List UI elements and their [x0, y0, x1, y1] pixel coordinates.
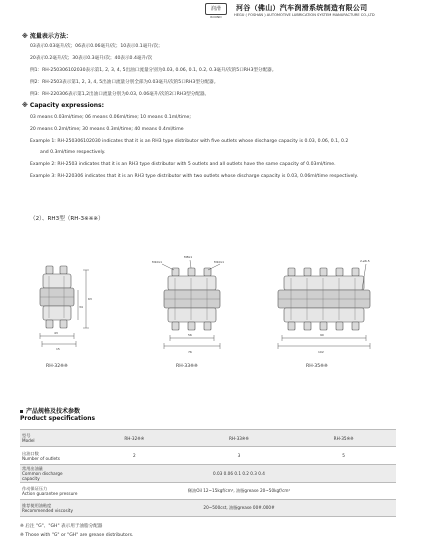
- spec-table: [20, 429, 396, 517]
- capacity-title-cn: ※ 流量表示方法：: [22, 33, 72, 40]
- specs-title-cn-text: 产品规格及技术参数: [26, 408, 81, 415]
- rh32-dim-height: 63: [88, 297, 92, 301]
- rh32-dim-width-top: 43: [54, 331, 58, 335]
- capacity-cn-line-3: 例1：RH-25030610203​0表示第1, 2, 3, 4, 5出油口流量分别为0.03, 0.06, 0.1, 0.2, 0.3毫升/次的5口RH3型分配器。: [30, 68, 277, 73]
- capacity-cn-line-5: 例3：RH-220306表示第1,2出油口流量分别为0.03, 0.06毫升/次的2口RH3型分配器。: [30, 92, 210, 97]
- spec-outlets-rh35: 5: [291, 447, 396, 465]
- company-name-en: HEGU ( FOSHAN ) AUTOMOTIVE LUBRICATION SYSTEM MANUFACTURE CO.,LTD: [234, 13, 375, 17]
- specs-title-en: Product specifications: [20, 415, 96, 422]
- spec-model-rh35: RH-35※※: [291, 430, 396, 447]
- figure-label-rh33: RH-33※※: [176, 364, 198, 369]
- rh35-dim-inner: 90: [320, 333, 324, 337]
- rh32-dim-inner: 34: [79, 305, 83, 309]
- section2-title: （2）、RH3型（RH-3※※※）: [30, 216, 104, 222]
- spec-label-pressure: 作动保证压力 Action guarantee pressure: [20, 483, 82, 500]
- company-name-cn: 河谷（佛山）汽车润滑系统制造有限公司: [236, 4, 368, 12]
- spec-outlets-rh32: 2: [82, 447, 187, 465]
- capacity-cn-line-4: 例2：RH-2503表示第1, 2, 3, 4, 5出油口流量分别全部为0.03毫升/次的5口RH3型分配器。: [30, 80, 219, 85]
- rh32-dim-bottom: 15: [56, 347, 60, 351]
- figure-rh33: [150, 250, 240, 360]
- rh35-drawing: [266, 252, 386, 360]
- spec-model-rh32: RH-32※※: [82, 430, 187, 447]
- rh33-dim-inner: 56: [188, 333, 192, 337]
- square-bullet-icon: [20, 410, 23, 413]
- capacity-en-line-2: 20 means 0.2ml/time; 30 means 0.3ml/time; 40 means 0.4ml/time: [30, 127, 184, 132]
- spec-outlets-rh33: 3: [187, 447, 292, 465]
- spec-label-outlets: 出油口数 Number of outlets: [20, 447, 82, 465]
- figure-label-rh32: RH-32※※: [46, 364, 68, 369]
- capacity-cn-line-1: 03表示0.03毫升/次；06表示0.06毫升/次；10表示0.1毫升/次；: [30, 44, 163, 49]
- company-logo-subtext: ROUND: [210, 15, 222, 19]
- rh35-dim-width: 102: [318, 350, 324, 354]
- footnote-cn: ※ 后注 "G"、"GH" 表示用于油脂分配器: [20, 524, 103, 529]
- page-header: [0, 0, 421, 22]
- capacity-en-line-5: Example 2: RH-2503 indicates that it is an RH3 type distributor with 5 outlets and all outlets have the same capacity of 0.03ml/time.: [30, 162, 336, 167]
- capacity-en-line-6: Example 3: RH-220306 indicates that it is an RH3 type distributor with two outlets whose discharge capacity is 0.03, 0.06ml/time respectively.: [30, 174, 359, 179]
- capacity-cn-line-2: 20表示0.2毫升/次；30表示0.3毫升/次；40表示0.4毫升/次: [30, 56, 153, 61]
- spec-model-rh33: RH-33※※: [187, 430, 292, 447]
- rh33-dim-thread-left: M10x1: [152, 260, 163, 264]
- spec-label-capacity: 常用出油量 Common discharge capacity: [20, 465, 82, 483]
- rh33-dim-thread-right: M10x1: [214, 260, 225, 264]
- figure-rh32: [26, 262, 106, 362]
- spec-label-model: 型号 Model: [20, 430, 82, 447]
- figure-label-rh35: RH-35※※: [306, 364, 328, 369]
- capacity-en-line-4: and 0.3ml/time respectively.: [40, 150, 106, 155]
- spec-row-outlets: [20, 447, 396, 465]
- spec-row-pressure: [20, 483, 396, 500]
- spec-row-model: [20, 430, 396, 447]
- capacity-title-en: ※ Capacity expressions:: [22, 102, 105, 109]
- spec-label-viscosity: 推荐使用油粘度 Recommended viscosity: [20, 500, 82, 517]
- company-logo: 润滑: [205, 3, 227, 15]
- specs-title-cn: [20, 406, 80, 415]
- spec-pressure-value: 稀油Oil 12~15kgf/cm², 油脂grease 20~50kgf/cm²: [82, 483, 396, 500]
- rh33-drawing: [150, 250, 240, 360]
- spec-row-capacity: [20, 465, 396, 483]
- footnote-en: ※ Those with "G" or "GH" are grease distributors.: [20, 533, 134, 538]
- rh35-dim-holes: 2-ø6.5: [360, 259, 370, 263]
- rh33-dim-thread-mid: M8x1: [184, 255, 193, 259]
- rh32-drawing: [26, 262, 106, 362]
- spec-row-viscosity: [20, 500, 396, 517]
- rh33-dim-width: 76: [188, 350, 192, 354]
- capacity-en-line-3: Example 1: RH-250306102030 indicates that it is an RH3 type distributor with five outlets whose discharge capacity is 0.03, 0.06, 0.1, 0.2: [30, 139, 349, 144]
- spec-viscosity-value: 20~500cst, 油脂grease 00#.000#: [82, 500, 396, 517]
- spec-capacity-value: 0.03 0.06 0.1 0.2 0.3 0.4: [82, 465, 396, 483]
- figure-rh35: [266, 252, 386, 360]
- capacity-en-line-1: 03 means 0.03ml/time; 06 means 0.06ml/time; 10 means 0.1ml/time;: [30, 115, 191, 120]
